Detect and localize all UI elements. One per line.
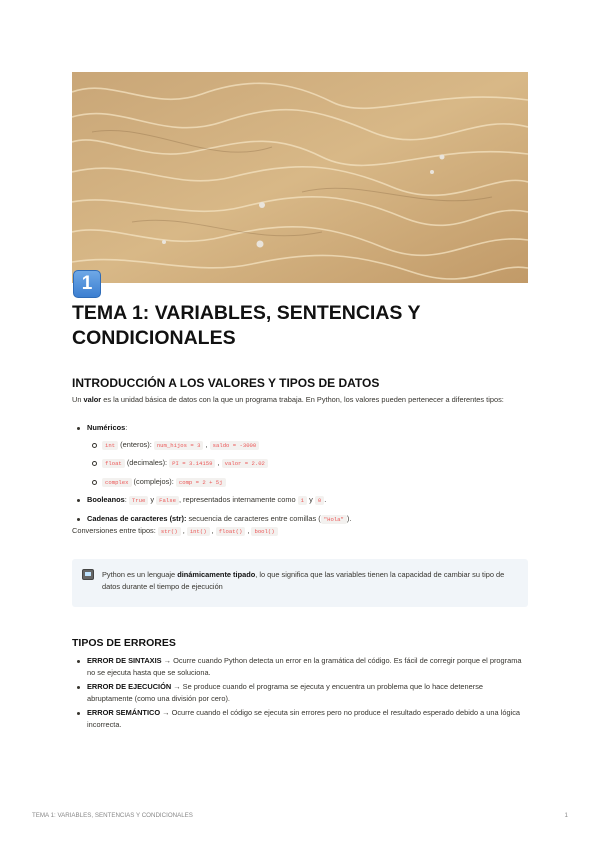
list-item-error-ejecucion: ERROR DE EJECUCIÓN → Se produce cuando el programa se ejecuta y encuentra un problema que lo hace detenerse abruptamente (como una división por cero). [72,681,528,704]
errors-list [72,655,528,733]
keycap-one-icon: 1 [73,270,101,298]
cover-image [72,72,528,283]
footer-title: TEMA 1: VARIABLES, SENTENCIAS Y CONDICIONALES [32,812,193,819]
page-footer [32,812,568,819]
callout-box [72,559,528,607]
list-item-int: int (enteros): num_hijos = 3 , saldo = -3000 [87,439,528,452]
conversions-line: Conversiones entre tipos: str() , int() , float() , bool() [72,525,528,538]
callout-text: Python es un lenguaje dinámicamente tipado, lo que significa que las variables tienen la capacidad de cambiar su tipo de datos durante el tiempo de ejecución [102,570,505,591]
section-heading-errors: TIPOS DE ERRORES [72,637,176,649]
computer-icon [82,569,94,580]
list-item-error-semantico: ERROR SEMÁNTICO → Ocurre cuando el código se ejecuta sin errores pero no produce el resultado esperado debido a una lógica incorrecta. [72,707,528,730]
list-item-booleanos: Booleanos: True y False , representados internamente como 1 y 0 . [72,494,528,507]
list-item-str: Cadenas de caracteres (str): secuencia de caracteres entre comillas ( "Hola" ). [72,513,528,526]
list-item-numericos: Numéricos: int (enteros): num_hijos = 3 , saldo = -3000 float (decimales): PI = 3.14159 , valor = 2.02 complex (complejos): comp = 2 + 5j [72,422,528,488]
section-heading-intro: INTRODUCCIÓN A LOS VALORES Y TIPOS DE DATOS [72,376,380,390]
list-item-error-sintaxis: ERROR DE SINTAXIS → Ocurre cuando Python detecta un error en la gramática del código. Es fácil de corregir porque el programa no se ejecuta hasta que se soluciona. [72,655,528,678]
page-title: TEMA 1: VARIABLES, SENTENCIAS Y CONDICIONALES [72,302,421,349]
data-types-list [72,422,528,531]
list-item-complex: complex (complejos): comp = 2 + 5j [87,476,528,489]
list-item-float: float (decimales): PI = 3.14159 , valor = 2.02 [87,457,528,470]
intro-paragraph: Un valor es la unidad básica de datos con la que un programa trabaja. En Python, los valores pueden pertenecer a diferentes tipos: [72,395,504,404]
page-number: 1 [564,812,568,819]
